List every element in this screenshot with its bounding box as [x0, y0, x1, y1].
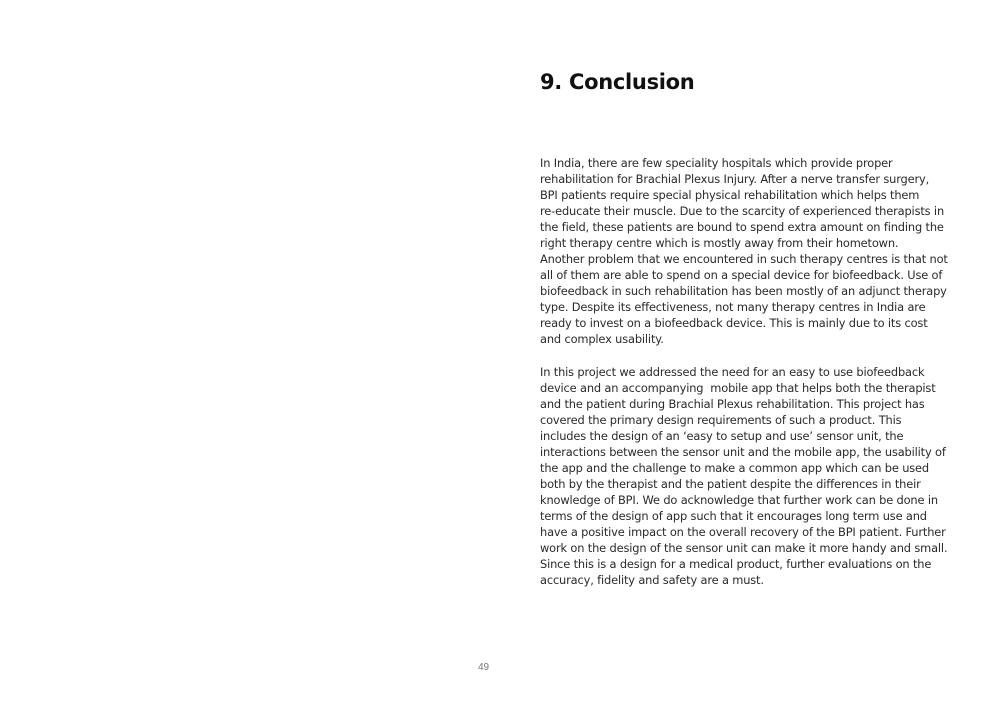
- text-line: Since this is a design for a medical product, further evaluations on the: [540, 557, 932, 571]
- right-page: [500, 0, 1000, 707]
- text-line: device and an accompanying mobile app that helps both the therapist: [540, 381, 936, 395]
- text-line: includes the design of an ‘easy to setup and use’ sensor unit, the: [540, 429, 904, 443]
- text-line: right therapy centre which is mostly away from their hometown.: [540, 236, 899, 250]
- text-line: knowledge of BPI. We do acknowledge that further work can be done in: [540, 493, 938, 507]
- text-line: biofeedback in such rehabilitation has been mostly of an adjunct therapy: [540, 284, 947, 298]
- text-line: ready to invest on a biofeedback device. This is mainly due to its cost: [540, 316, 928, 330]
- text-line: all of them are able to spend on a special device for biofeedback. Use of: [540, 268, 943, 282]
- text-line: terms of the design of app such that it encourages long term use and: [540, 509, 927, 523]
- text-line: the field, these patients are bound to spend extra amount on finding the: [540, 220, 944, 234]
- text-line: and complex usability.: [540, 332, 664, 346]
- text-line: accuracy, fidelity and safety are a must.: [540, 573, 764, 587]
- page-number: 49: [478, 662, 490, 673]
- text-line: and the patient during Brachial Plexus rehabilitation. This project has: [540, 397, 925, 411]
- text-line: work on the design of the sensor unit can make it more handy and small.: [540, 541, 948, 555]
- text-line: In this project we addressed the need for an easy to use biofeedback: [540, 365, 925, 379]
- text-line: Another problem that we encountered in such therapy centres is that not: [540, 252, 948, 266]
- text-line: rehabilitation for Brachial Plexus Injury. After a nerve transfer surgery,: [540, 172, 930, 186]
- paragraph-1: [540, 155, 948, 347]
- text-line: the app and the challenge to make a common app which can be used: [540, 461, 929, 475]
- text-line: have a positive impact on the overall recovery of the BPI patient. Further: [540, 525, 946, 539]
- paragraph-2: [540, 364, 948, 588]
- text-line: re-educate their muscle. Due to the scarcity of experienced therapists in: [540, 204, 945, 218]
- section-title: 9. Conclusion: [540, 70, 695, 94]
- text-line: covered the primary design requirements of such a product. This: [540, 413, 902, 427]
- text-line: type. Despite its effectiveness, not many therapy centres in India are: [540, 300, 926, 314]
- text-line: interactions between the sensor unit and the mobile app, the usability of: [540, 445, 946, 459]
- text-line: In India, there are few speciality hospitals which provide proper: [540, 156, 893, 170]
- text-line: both by the therapist and the patient despite the differences in their: [540, 477, 921, 491]
- text-line: BPI patients require special physical rehabilitation which helps them: [540, 188, 920, 202]
